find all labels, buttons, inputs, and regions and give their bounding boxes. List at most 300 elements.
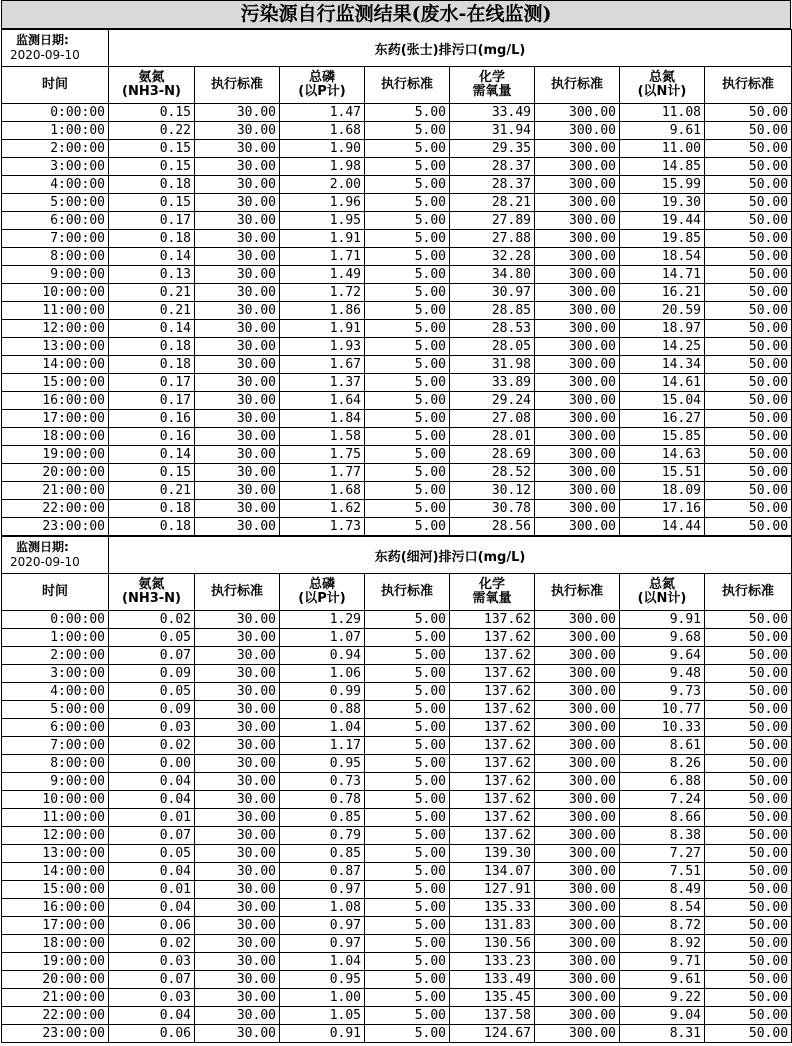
value-cell: 30.00 bbox=[195, 140, 280, 158]
value-cell: 30.00 bbox=[195, 266, 280, 284]
time-cell: 2:00:00 bbox=[2, 647, 109, 665]
value-cell: 8.49 bbox=[620, 881, 705, 899]
value-cell: 50.00 bbox=[705, 953, 792, 971]
value-cell: 30.00 bbox=[195, 392, 280, 410]
table-row bbox=[2, 665, 792, 683]
time-cell: 2:00:00 bbox=[2, 140, 109, 158]
value-cell: 8.38 bbox=[620, 827, 705, 845]
value-cell: 135.45 bbox=[450, 989, 535, 1007]
value-cell: 1.47 bbox=[280, 104, 365, 122]
value-cell: 300.00 bbox=[535, 809, 620, 827]
value-cell: 7.24 bbox=[620, 791, 705, 809]
value-cell: 1.73 bbox=[280, 518, 365, 536]
value-cell: 300.00 bbox=[535, 971, 620, 989]
value-cell: 8.61 bbox=[620, 737, 705, 755]
value-cell: 0.07 bbox=[109, 827, 195, 845]
time-cell: 14:00:00 bbox=[2, 863, 109, 881]
time-cell: 9:00:00 bbox=[2, 266, 109, 284]
value-cell: 300.00 bbox=[535, 1007, 620, 1025]
value-cell: 31.94 bbox=[450, 122, 535, 140]
value-cell: 300.00 bbox=[535, 917, 620, 935]
value-cell: 5.00 bbox=[365, 971, 450, 989]
value-cell: 0.78 bbox=[280, 791, 365, 809]
value-cell: 1.58 bbox=[280, 428, 365, 446]
value-cell: 50.00 bbox=[705, 719, 792, 737]
value-cell: 9.61 bbox=[620, 122, 705, 140]
value-cell: 300.00 bbox=[535, 482, 620, 500]
value-cell: 50.00 bbox=[705, 989, 792, 1007]
value-cell: 30.00 bbox=[195, 158, 280, 176]
time-cell: 21:00:00 bbox=[2, 989, 109, 1007]
value-cell: 30.00 bbox=[195, 989, 280, 1007]
table-row bbox=[2, 140, 792, 158]
value-cell: 1.71 bbox=[280, 248, 365, 266]
value-cell: 137.62 bbox=[450, 737, 535, 755]
value-cell: 8.66 bbox=[620, 809, 705, 827]
value-cell: 30.00 bbox=[195, 845, 280, 863]
value-cell: 1.68 bbox=[280, 122, 365, 140]
value-cell: 1.05 bbox=[280, 1007, 365, 1025]
value-cell: 50.00 bbox=[705, 629, 792, 647]
table-row bbox=[2, 320, 792, 338]
value-cell: 8.92 bbox=[620, 935, 705, 953]
time-cell: 15:00:00 bbox=[2, 374, 109, 392]
value-cell: 137.62 bbox=[450, 719, 535, 737]
value-cell: 300.00 bbox=[535, 827, 620, 845]
column-header: 执行标准 bbox=[705, 67, 792, 104]
table-row bbox=[2, 1007, 792, 1025]
value-cell: 5.00 bbox=[365, 719, 450, 737]
time-cell: 20:00:00 bbox=[2, 971, 109, 989]
value-cell: 50.00 bbox=[705, 881, 792, 899]
value-cell: 14.63 bbox=[620, 446, 705, 464]
time-cell: 11:00:00 bbox=[2, 809, 109, 827]
value-cell: 300.00 bbox=[535, 791, 620, 809]
report-title: 污染源自行监测结果(废水-在线监测) bbox=[1, 0, 791, 29]
value-cell: 5.00 bbox=[365, 230, 450, 248]
table-row bbox=[2, 248, 792, 266]
value-cell: 17.16 bbox=[620, 500, 705, 518]
table-row bbox=[2, 827, 792, 845]
value-cell: 14.71 bbox=[620, 266, 705, 284]
table-row bbox=[2, 719, 792, 737]
value-cell: 16.21 bbox=[620, 284, 705, 302]
value-cell: 14.44 bbox=[620, 518, 705, 536]
value-cell: 1.68 bbox=[280, 482, 365, 500]
value-cell: 0.04 bbox=[109, 773, 195, 791]
column-header: 总磷 (以P计) bbox=[280, 574, 365, 611]
value-cell: 5.00 bbox=[365, 302, 450, 320]
value-cell: 5.00 bbox=[365, 647, 450, 665]
value-cell: 5.00 bbox=[365, 989, 450, 1007]
value-cell: 50.00 bbox=[705, 845, 792, 863]
value-cell: 1.17 bbox=[280, 737, 365, 755]
value-cell: 300.00 bbox=[535, 935, 620, 953]
time-cell: 10:00:00 bbox=[2, 284, 109, 302]
value-cell: 9.22 bbox=[620, 989, 705, 1007]
value-cell: 0.16 bbox=[109, 428, 195, 446]
time-cell: 5:00:00 bbox=[2, 701, 109, 719]
value-cell: 50.00 bbox=[705, 140, 792, 158]
value-cell: 1.96 bbox=[280, 194, 365, 212]
value-cell: 14.61 bbox=[620, 374, 705, 392]
time-cell: 0:00:00 bbox=[2, 611, 109, 629]
value-cell: 33.49 bbox=[450, 104, 535, 122]
value-cell: 0.00 bbox=[109, 755, 195, 773]
value-cell: 0.21 bbox=[109, 284, 195, 302]
value-cell: 50.00 bbox=[705, 482, 792, 500]
value-cell: 300.00 bbox=[535, 863, 620, 881]
value-cell: 5.00 bbox=[365, 212, 450, 230]
value-cell: 30.97 bbox=[450, 284, 535, 302]
value-cell: 34.80 bbox=[450, 266, 535, 284]
table-row bbox=[2, 212, 792, 230]
value-cell: 137.62 bbox=[450, 809, 535, 827]
column-header: 执行标准 bbox=[535, 67, 620, 104]
value-cell: 5.00 bbox=[365, 428, 450, 446]
value-cell: 0.14 bbox=[109, 320, 195, 338]
value-cell: 50.00 bbox=[705, 917, 792, 935]
value-cell: 27.88 bbox=[450, 230, 535, 248]
value-cell: 30.78 bbox=[450, 500, 535, 518]
value-cell: 28.05 bbox=[450, 338, 535, 356]
value-cell: 8.26 bbox=[620, 755, 705, 773]
value-cell: 300.00 bbox=[535, 701, 620, 719]
value-cell: 300.00 bbox=[535, 719, 620, 737]
value-cell: 30.00 bbox=[195, 104, 280, 122]
value-cell: 18.97 bbox=[620, 320, 705, 338]
value-cell: 14.34 bbox=[620, 356, 705, 374]
value-cell: 1.86 bbox=[280, 302, 365, 320]
value-cell: 5.00 bbox=[365, 500, 450, 518]
table-row bbox=[2, 611, 792, 629]
table-row bbox=[2, 230, 792, 248]
value-cell: 50.00 bbox=[705, 356, 792, 374]
value-cell: 28.53 bbox=[450, 320, 535, 338]
outlet-name: 东药(张士)排污口(mg/L) bbox=[109, 30, 792, 67]
table-row bbox=[2, 899, 792, 917]
value-cell: 30.00 bbox=[195, 176, 280, 194]
table-row bbox=[2, 104, 792, 122]
table-row bbox=[2, 701, 792, 719]
value-cell: 300.00 bbox=[535, 464, 620, 482]
monitoring-date-value: 2020-09-10 bbox=[10, 555, 80, 569]
value-cell: 50.00 bbox=[705, 194, 792, 212]
value-cell: 300.00 bbox=[535, 122, 620, 140]
section-meta-row bbox=[2, 537, 792, 574]
value-cell: 137.62 bbox=[450, 665, 535, 683]
outlet-name: 东药(细河)排污口(mg/L) bbox=[109, 537, 792, 574]
value-cell: 1.37 bbox=[280, 374, 365, 392]
table-row bbox=[2, 500, 792, 518]
time-cell: 8:00:00 bbox=[2, 248, 109, 266]
value-cell: 300.00 bbox=[535, 140, 620, 158]
time-cell: 19:00:00 bbox=[2, 446, 109, 464]
table-row bbox=[2, 356, 792, 374]
value-cell: 50.00 bbox=[705, 248, 792, 266]
column-header: 时间 bbox=[2, 574, 109, 611]
value-cell: 19.30 bbox=[620, 194, 705, 212]
time-cell: 16:00:00 bbox=[2, 392, 109, 410]
monitoring-date-value: 2020-09-10 bbox=[10, 48, 80, 62]
value-cell: 9.73 bbox=[620, 683, 705, 701]
table-row bbox=[2, 881, 792, 899]
column-header: 化学 需氧量 bbox=[450, 67, 535, 104]
time-cell: 10:00:00 bbox=[2, 791, 109, 809]
value-cell: 0.04 bbox=[109, 863, 195, 881]
value-cell: 0.22 bbox=[109, 122, 195, 140]
time-cell: 22:00:00 bbox=[2, 500, 109, 518]
value-cell: 19.85 bbox=[620, 230, 705, 248]
value-cell: 5.00 bbox=[365, 881, 450, 899]
value-cell: 1.49 bbox=[280, 266, 365, 284]
time-cell: 23:00:00 bbox=[2, 518, 109, 536]
time-cell: 12:00:00 bbox=[2, 320, 109, 338]
value-cell: 15.04 bbox=[620, 392, 705, 410]
value-cell: 30.00 bbox=[195, 230, 280, 248]
value-cell: 5.00 bbox=[365, 611, 450, 629]
table-row bbox=[2, 158, 792, 176]
time-cell: 14:00:00 bbox=[2, 356, 109, 374]
column-header: 总氮 (以N计) bbox=[620, 67, 705, 104]
table-row bbox=[2, 464, 792, 482]
value-cell: 50.00 bbox=[705, 446, 792, 464]
monitoring-date-cell bbox=[2, 537, 109, 574]
table-row bbox=[2, 392, 792, 410]
value-cell: 0.18 bbox=[109, 176, 195, 194]
value-cell: 300.00 bbox=[535, 338, 620, 356]
value-cell: 300.00 bbox=[535, 1025, 620, 1043]
value-cell: 28.69 bbox=[450, 446, 535, 464]
value-cell: 300.00 bbox=[535, 284, 620, 302]
time-cell: 22:00:00 bbox=[2, 1007, 109, 1025]
value-cell: 50.00 bbox=[705, 935, 792, 953]
value-cell: 0.03 bbox=[109, 953, 195, 971]
value-cell: 0.06 bbox=[109, 1025, 195, 1043]
value-cell: 50.00 bbox=[705, 464, 792, 482]
value-cell: 300.00 bbox=[535, 773, 620, 791]
value-cell: 0.03 bbox=[109, 989, 195, 1007]
table-row bbox=[2, 683, 792, 701]
value-cell: 5.00 bbox=[365, 374, 450, 392]
value-cell: 300.00 bbox=[535, 248, 620, 266]
value-cell: 5.00 bbox=[365, 104, 450, 122]
time-cell: 19:00:00 bbox=[2, 953, 109, 971]
table-row bbox=[2, 1025, 792, 1043]
value-cell: 29.35 bbox=[450, 140, 535, 158]
table-row bbox=[2, 917, 792, 935]
value-cell: 1.67 bbox=[280, 356, 365, 374]
value-cell: 300.00 bbox=[535, 611, 620, 629]
value-cell: 5.00 bbox=[365, 284, 450, 302]
value-cell: 7.27 bbox=[620, 845, 705, 863]
value-cell: 50.00 bbox=[705, 122, 792, 140]
value-cell: 137.62 bbox=[450, 827, 535, 845]
value-cell: 30.00 bbox=[195, 737, 280, 755]
value-cell: 300.00 bbox=[535, 374, 620, 392]
value-cell: 5.00 bbox=[365, 899, 450, 917]
value-cell: 0.91 bbox=[280, 1025, 365, 1043]
value-cell: 5.00 bbox=[365, 755, 450, 773]
value-cell: 5.00 bbox=[365, 338, 450, 356]
value-cell: 137.62 bbox=[450, 701, 535, 719]
table-row bbox=[2, 971, 792, 989]
value-cell: 28.37 bbox=[450, 176, 535, 194]
value-cell: 300.00 bbox=[535, 737, 620, 755]
monitoring-date-label: 监测日期: bbox=[16, 540, 69, 554]
value-cell: 0.17 bbox=[109, 374, 195, 392]
value-cell: 16.27 bbox=[620, 410, 705, 428]
value-cell: 300.00 bbox=[535, 518, 620, 536]
value-cell: 1.29 bbox=[280, 611, 365, 629]
monitoring-report-sheet bbox=[1, 0, 791, 1043]
value-cell: 28.01 bbox=[450, 428, 535, 446]
value-cell: 137.62 bbox=[450, 791, 535, 809]
value-cell: 30.00 bbox=[195, 809, 280, 827]
value-cell: 50.00 bbox=[705, 410, 792, 428]
value-cell: 30.00 bbox=[195, 683, 280, 701]
value-cell: 50.00 bbox=[705, 773, 792, 791]
value-cell: 30.00 bbox=[195, 122, 280, 140]
value-cell: 0.18 bbox=[109, 500, 195, 518]
value-cell: 5.00 bbox=[365, 665, 450, 683]
value-cell: 0.18 bbox=[109, 338, 195, 356]
table-row bbox=[2, 410, 792, 428]
time-cell: 8:00:00 bbox=[2, 755, 109, 773]
value-cell: 50.00 bbox=[705, 611, 792, 629]
value-cell: 9.61 bbox=[620, 971, 705, 989]
report-sections bbox=[1, 29, 791, 1043]
column-header: 执行标准 bbox=[535, 574, 620, 611]
column-header: 氨氮 (NH3-N) bbox=[109, 574, 195, 611]
time-cell: 20:00:00 bbox=[2, 464, 109, 482]
value-cell: 0.15 bbox=[109, 464, 195, 482]
time-cell: 15:00:00 bbox=[2, 881, 109, 899]
value-cell: 1.77 bbox=[280, 464, 365, 482]
value-cell: 0.15 bbox=[109, 140, 195, 158]
value-cell: 0.04 bbox=[109, 899, 195, 917]
value-cell: 1.72 bbox=[280, 284, 365, 302]
value-cell: 5.00 bbox=[365, 629, 450, 647]
value-cell: 9.91 bbox=[620, 611, 705, 629]
value-cell: 1.75 bbox=[280, 446, 365, 464]
value-cell: 30.00 bbox=[195, 482, 280, 500]
value-cell: 5.00 bbox=[365, 464, 450, 482]
value-cell: 30.00 bbox=[195, 701, 280, 719]
value-cell: 300.00 bbox=[535, 176, 620, 194]
value-cell: 7.51 bbox=[620, 863, 705, 881]
column-header: 执行标准 bbox=[195, 574, 280, 611]
value-cell: 0.02 bbox=[109, 737, 195, 755]
value-cell: 50.00 bbox=[705, 284, 792, 302]
value-cell: 300.00 bbox=[535, 212, 620, 230]
value-cell: 0.94 bbox=[280, 647, 365, 665]
value-cell: 0.18 bbox=[109, 356, 195, 374]
column-header: 执行标准 bbox=[195, 67, 280, 104]
value-cell: 50.00 bbox=[705, 320, 792, 338]
value-cell: 300.00 bbox=[535, 392, 620, 410]
value-cell: 28.52 bbox=[450, 464, 535, 482]
table-row bbox=[2, 935, 792, 953]
value-cell: 5.00 bbox=[365, 320, 450, 338]
table-row bbox=[2, 863, 792, 881]
value-cell: 1.90 bbox=[280, 140, 365, 158]
value-cell: 5.00 bbox=[365, 1007, 450, 1025]
value-cell: 9.04 bbox=[620, 1007, 705, 1025]
value-cell: 30.00 bbox=[195, 212, 280, 230]
value-cell: 137.58 bbox=[450, 1007, 535, 1025]
value-cell: 0.21 bbox=[109, 482, 195, 500]
value-cell: 8.72 bbox=[620, 917, 705, 935]
value-cell: 6.88 bbox=[620, 773, 705, 791]
value-cell: 18.54 bbox=[620, 248, 705, 266]
value-cell: 50.00 bbox=[705, 737, 792, 755]
value-cell: 5.00 bbox=[365, 176, 450, 194]
value-cell: 30.00 bbox=[195, 428, 280, 446]
value-cell: 30.00 bbox=[195, 446, 280, 464]
value-cell: 5.00 bbox=[365, 953, 450, 971]
table-row bbox=[2, 122, 792, 140]
value-cell: 30.00 bbox=[195, 629, 280, 647]
value-cell: 0.01 bbox=[109, 809, 195, 827]
value-cell: 300.00 bbox=[535, 845, 620, 863]
value-cell: 1.95 bbox=[280, 212, 365, 230]
value-cell: 50.00 bbox=[705, 266, 792, 284]
value-cell: 30.00 bbox=[195, 194, 280, 212]
column-header-row bbox=[2, 67, 792, 104]
column-header: 化学 需氧量 bbox=[450, 574, 535, 611]
value-cell: 5.00 bbox=[365, 701, 450, 719]
value-cell: 9.68 bbox=[620, 629, 705, 647]
value-cell: 33.89 bbox=[450, 374, 535, 392]
value-cell: 30.00 bbox=[195, 953, 280, 971]
value-cell: 30.00 bbox=[195, 1025, 280, 1043]
table-row bbox=[2, 845, 792, 863]
value-cell: 8.54 bbox=[620, 899, 705, 917]
time-cell: 6:00:00 bbox=[2, 719, 109, 737]
value-cell: 30.00 bbox=[195, 647, 280, 665]
table-row bbox=[2, 737, 792, 755]
column-header: 执行标准 bbox=[365, 67, 450, 104]
value-cell: 0.05 bbox=[109, 845, 195, 863]
value-cell: 300.00 bbox=[535, 647, 620, 665]
value-cell: 300.00 bbox=[535, 665, 620, 683]
value-cell: 124.67 bbox=[450, 1025, 535, 1043]
value-cell: 0.01 bbox=[109, 881, 195, 899]
value-cell: 137.62 bbox=[450, 611, 535, 629]
value-cell: 50.00 bbox=[705, 104, 792, 122]
table-row bbox=[2, 194, 792, 212]
value-cell: 0.18 bbox=[109, 518, 195, 536]
value-cell: 0.99 bbox=[280, 683, 365, 701]
value-cell: 50.00 bbox=[705, 755, 792, 773]
value-cell: 0.13 bbox=[109, 266, 195, 284]
value-cell: 50.00 bbox=[705, 374, 792, 392]
value-cell: 30.00 bbox=[195, 338, 280, 356]
time-cell: 21:00:00 bbox=[2, 482, 109, 500]
value-cell: 0.97 bbox=[280, 917, 365, 935]
time-cell: 13:00:00 bbox=[2, 845, 109, 863]
value-cell: 5.00 bbox=[365, 863, 450, 881]
table-row bbox=[2, 791, 792, 809]
value-cell: 0.07 bbox=[109, 971, 195, 989]
table-row bbox=[2, 446, 792, 464]
value-cell: 30.00 bbox=[195, 755, 280, 773]
value-cell: 0.87 bbox=[280, 863, 365, 881]
value-cell: 30.00 bbox=[195, 1007, 280, 1025]
value-cell: 5.00 bbox=[365, 140, 450, 158]
value-cell: 27.89 bbox=[450, 212, 535, 230]
